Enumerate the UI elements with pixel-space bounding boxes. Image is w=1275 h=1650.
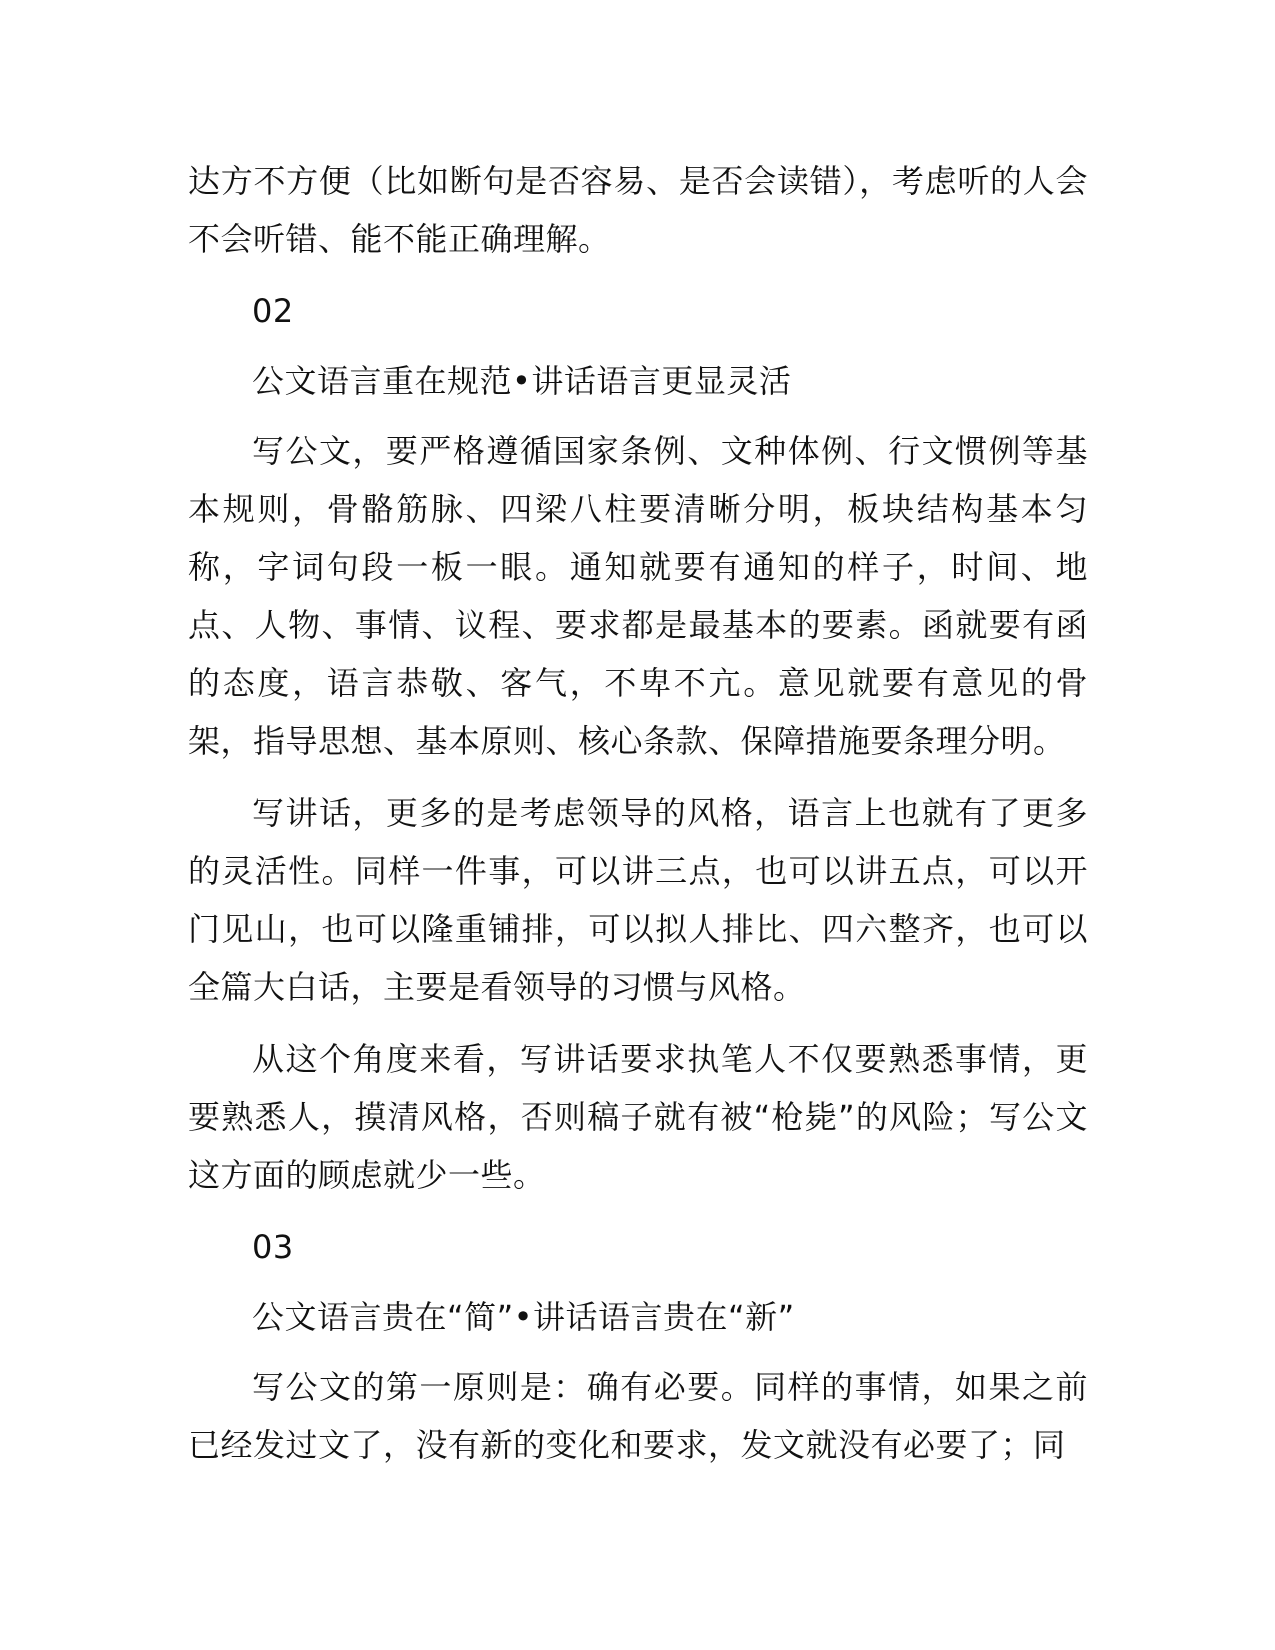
body-paragraph-speech-flexibility: 写讲话，更多的是考虑领导的风格，语言上也就有了更多的灵活性。同样一件事，可以讲三点，也可以讲五点，可以开门见山，也可以隆重铺排，可以拟人排比、四六整齐，也可以全篇大白话，主要是看领导的习惯与风格。 (188, 794, 1088, 1006)
body-paragraph-continued: 达方不方便（比如断句是否容易、是否会读错），考虑听的人会不会听错、能不能正确理解。 (188, 162, 1088, 258)
section-heading-02: 公文语言重在规范•讲话语言更显灵活 (252, 362, 792, 400)
section-heading-03: 公文语言贵在“简”•讲话语言贵在“新” (252, 1298, 795, 1336)
section-number-03: 03 (252, 1228, 294, 1266)
body-paragraph-perspective: 从这个角度来看，写讲话要求执笔人不仅要熟悉事情，更要熟悉人，摸清风格，否则稿子就有被“枪毙”的风险；写公文这方面的顾虑就少一些。 (188, 1040, 1088, 1194)
body-paragraph-first-principle: 写公文的第一原则是：确有必要。同样的事情，如果之前已经发过文了，没有新的变化和要求，发文就没有必要了；同 (188, 1368, 1088, 1464)
body-paragraph-gongwen-norms: 写公文，要严格遵循国家条例、文种体例、行文惯例等基本规则，骨骼筋脉、四梁八柱要清晰分明，板块结构基本匀称，字词句段一板一眼。通知就要有通知的样子，时间、地点、人物、事情、议程、要求都是最基本的要素。函就要有函的态度，语言恭敬、客气，不卑不亢。意见就要有意见的骨架，指导思想、基本原则、核心条款、保障措施要条理分明。 (188, 432, 1088, 760)
document-page (188, 152, 1088, 1488)
section-number-02: 02 (252, 292, 294, 330)
